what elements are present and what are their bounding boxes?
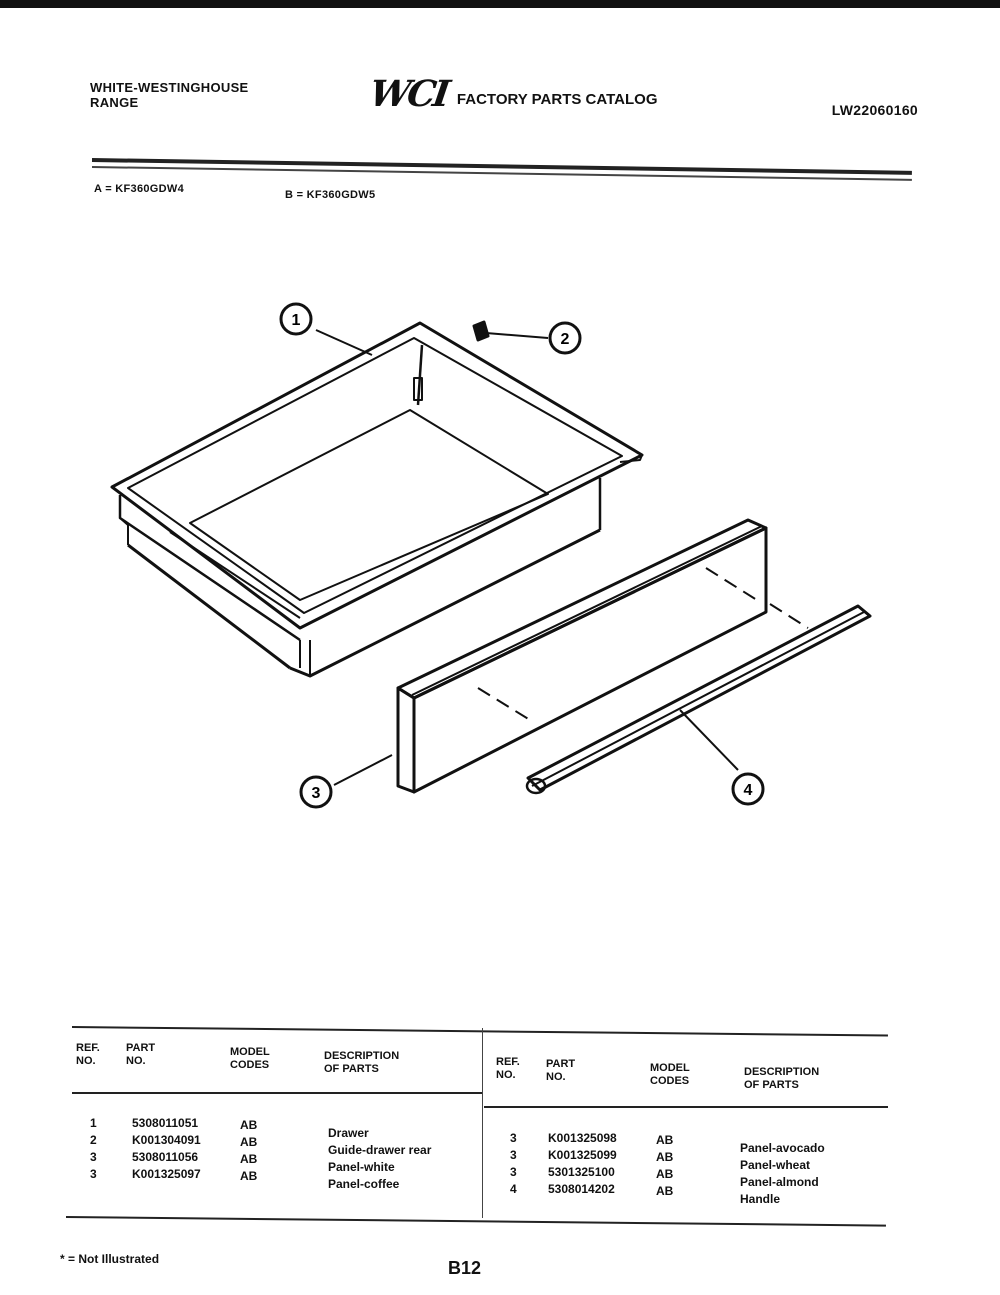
footnote-not-illustrated: * = Not Illustrated: [60, 1252, 160, 1266]
table-header-rule-right: [484, 1106, 888, 1108]
document-code: LW22060160: [831, 102, 918, 118]
page-number: B12: [448, 1258, 482, 1278]
callout-1: 1: [291, 312, 301, 329]
model-b-label: B = KF360GDW5: [285, 189, 376, 201]
drawer-guide-part: [474, 322, 548, 340]
product-type: RANGE: [90, 95, 139, 110]
header-model-left: MODEL CODES: [230, 1046, 270, 1071]
model-a-label: A = KF360GDW4: [94, 183, 184, 195]
brand-name: WHITE-WESTINGHOUSE: [90, 80, 249, 95]
header-part-right: PART NO.: [546, 1058, 576, 1083]
table-header-rule-left: [72, 1092, 482, 1094]
header-model-right: MODEL CODES: [650, 1062, 690, 1087]
header-ref-left: REF. NO.: [76, 1042, 100, 1067]
callout-3: 3: [311, 785, 321, 802]
wci-logo: WCI: [367, 73, 450, 115]
table-top-rule: [72, 1026, 888, 1037]
callout-2: 2: [560, 331, 570, 348]
header-ref-right: REF. NO.: [496, 1056, 520, 1081]
header-desc-right: DESCRIPTION OF PARTS: [744, 1066, 820, 1091]
handle-part: [527, 604, 870, 793]
table-divider: [482, 1028, 483, 1218]
table-bottom-rule: [66, 1216, 886, 1227]
header-part-left: PART NO.: [126, 1042, 156, 1067]
header-desc-left: DESCRIPTION OF PARTS: [324, 1050, 400, 1075]
callout-4: 4: [743, 782, 753, 799]
catalog-title: FACTORY PARTS CATALOG: [456, 90, 658, 108]
